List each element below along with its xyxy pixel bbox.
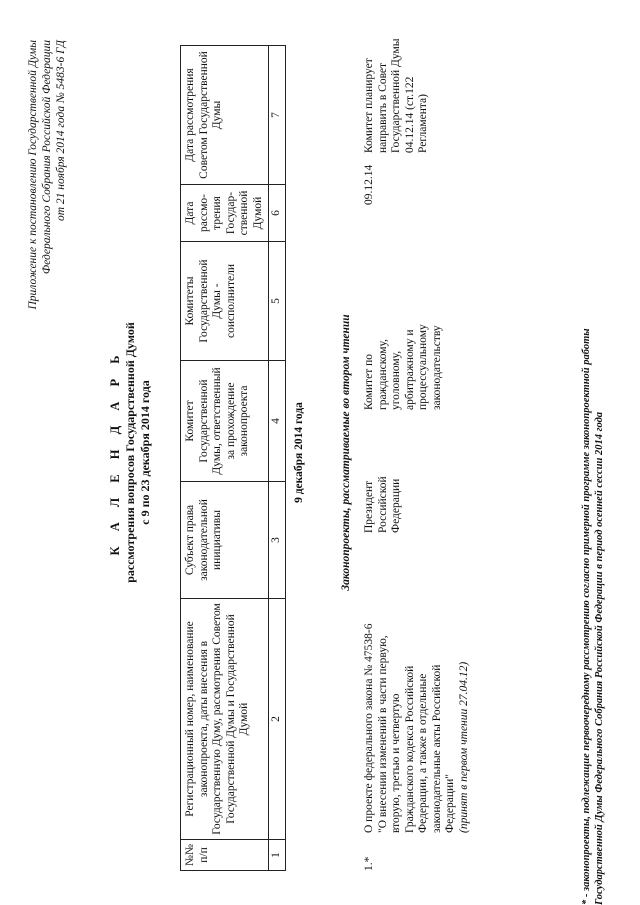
- header-cell-duma-date: Дата рассмо-трения Государ-ственной Думой: [181, 185, 269, 242]
- entry-council-note: Комитет планирует направить в Совет Государственной Думы 04.12.14 (ст.122 Регламента): [363, 38, 429, 153]
- footnote-line: Государственной Думы Федерального Собрания Российской Федерации в период осенней сессии 2014 года: [594, 411, 605, 905]
- column-number: 2: [269, 599, 286, 840]
- calendar-title-dates: с 9 по 23 декабря 2014 года: [138, 380, 152, 525]
- section-heading: Законопроекты, рассматриваемые во втором чтении: [340, 314, 352, 591]
- calendar-title-sub: рассмотрения вопросов Государственной Думой: [123, 322, 137, 583]
- header-cell-number: №№ п/п: [181, 840, 269, 871]
- footnote-line: * - законопроекты, подлежащие первоочередному рассмотрению согласно примерной программе законопроектной работы: [581, 328, 592, 905]
- header-cell-co-committees: Комитеты Государственной Думы - соисполнители: [181, 242, 269, 361]
- header-cell-subject: Субъект права законодательной инициативы: [181, 482, 269, 599]
- footnote: [580, 5, 606, 905]
- appendix-note: [26, 40, 68, 440]
- column-number: 4: [269, 361, 286, 482]
- column-number: 5: [269, 242, 286, 361]
- appendix-line: Приложение к постановлению Государственной Думы: [27, 40, 39, 310]
- column-number: 6: [269, 185, 286, 242]
- entry-bill-note: (принят в первом чтении 27.04.12): [457, 661, 470, 833]
- column-number: 1: [269, 840, 286, 871]
- entry-number: 1.*: [363, 856, 375, 871]
- header-number-row: [269, 46, 286, 871]
- calendar-title: [108, 0, 153, 905]
- calendar-title-main: К А Л Е Н Д А Р Ь: [108, 349, 122, 556]
- header-cell-committee: Комитет Государственной Думы, ответственный за прохождение законопроекта: [181, 361, 269, 482]
- entry-duma-date: 09.12.14: [363, 164, 375, 205]
- entry-bill-title: "О внесении изменений в части первую, вторую, третью и четвертую Гражданского кодекса Российской Федерации, а также в отдельные законодательные акты Российской Федерации": [376, 635, 456, 833]
- column-number: 3: [269, 482, 286, 599]
- header-cell-bill: Регистрационный номер, наименование законопроекта, даты внесения в Государственную Думу, рассмотрения Советом Государственной Думы и Государственной Думой: [181, 599, 269, 840]
- entry-bill-number: О проекте федерального закона № 47538-6: [363, 623, 375, 833]
- header-cell-council-date: Дата рассмотрения Советом Государственной Думы: [181, 46, 269, 185]
- column-number: 7: [269, 46, 286, 185]
- header-row: [181, 46, 269, 871]
- appendix-line: Федерального Собрания Российской Федерации: [41, 40, 53, 275]
- appendix-line: от 21 ноября 2014 года № 5483-6 ГД: [55, 40, 67, 221]
- entry-subject: Президент Российской Федерации: [363, 476, 402, 533]
- entry-committee: Комитет по гражданскому, уголовному, арбитражному и процессуальному законодательству: [363, 324, 443, 410]
- entry-bill: [363, 623, 471, 833]
- calendar-header-table: [180, 45, 286, 871]
- date-heading: 9 декабря 2014 года: [293, 402, 305, 503]
